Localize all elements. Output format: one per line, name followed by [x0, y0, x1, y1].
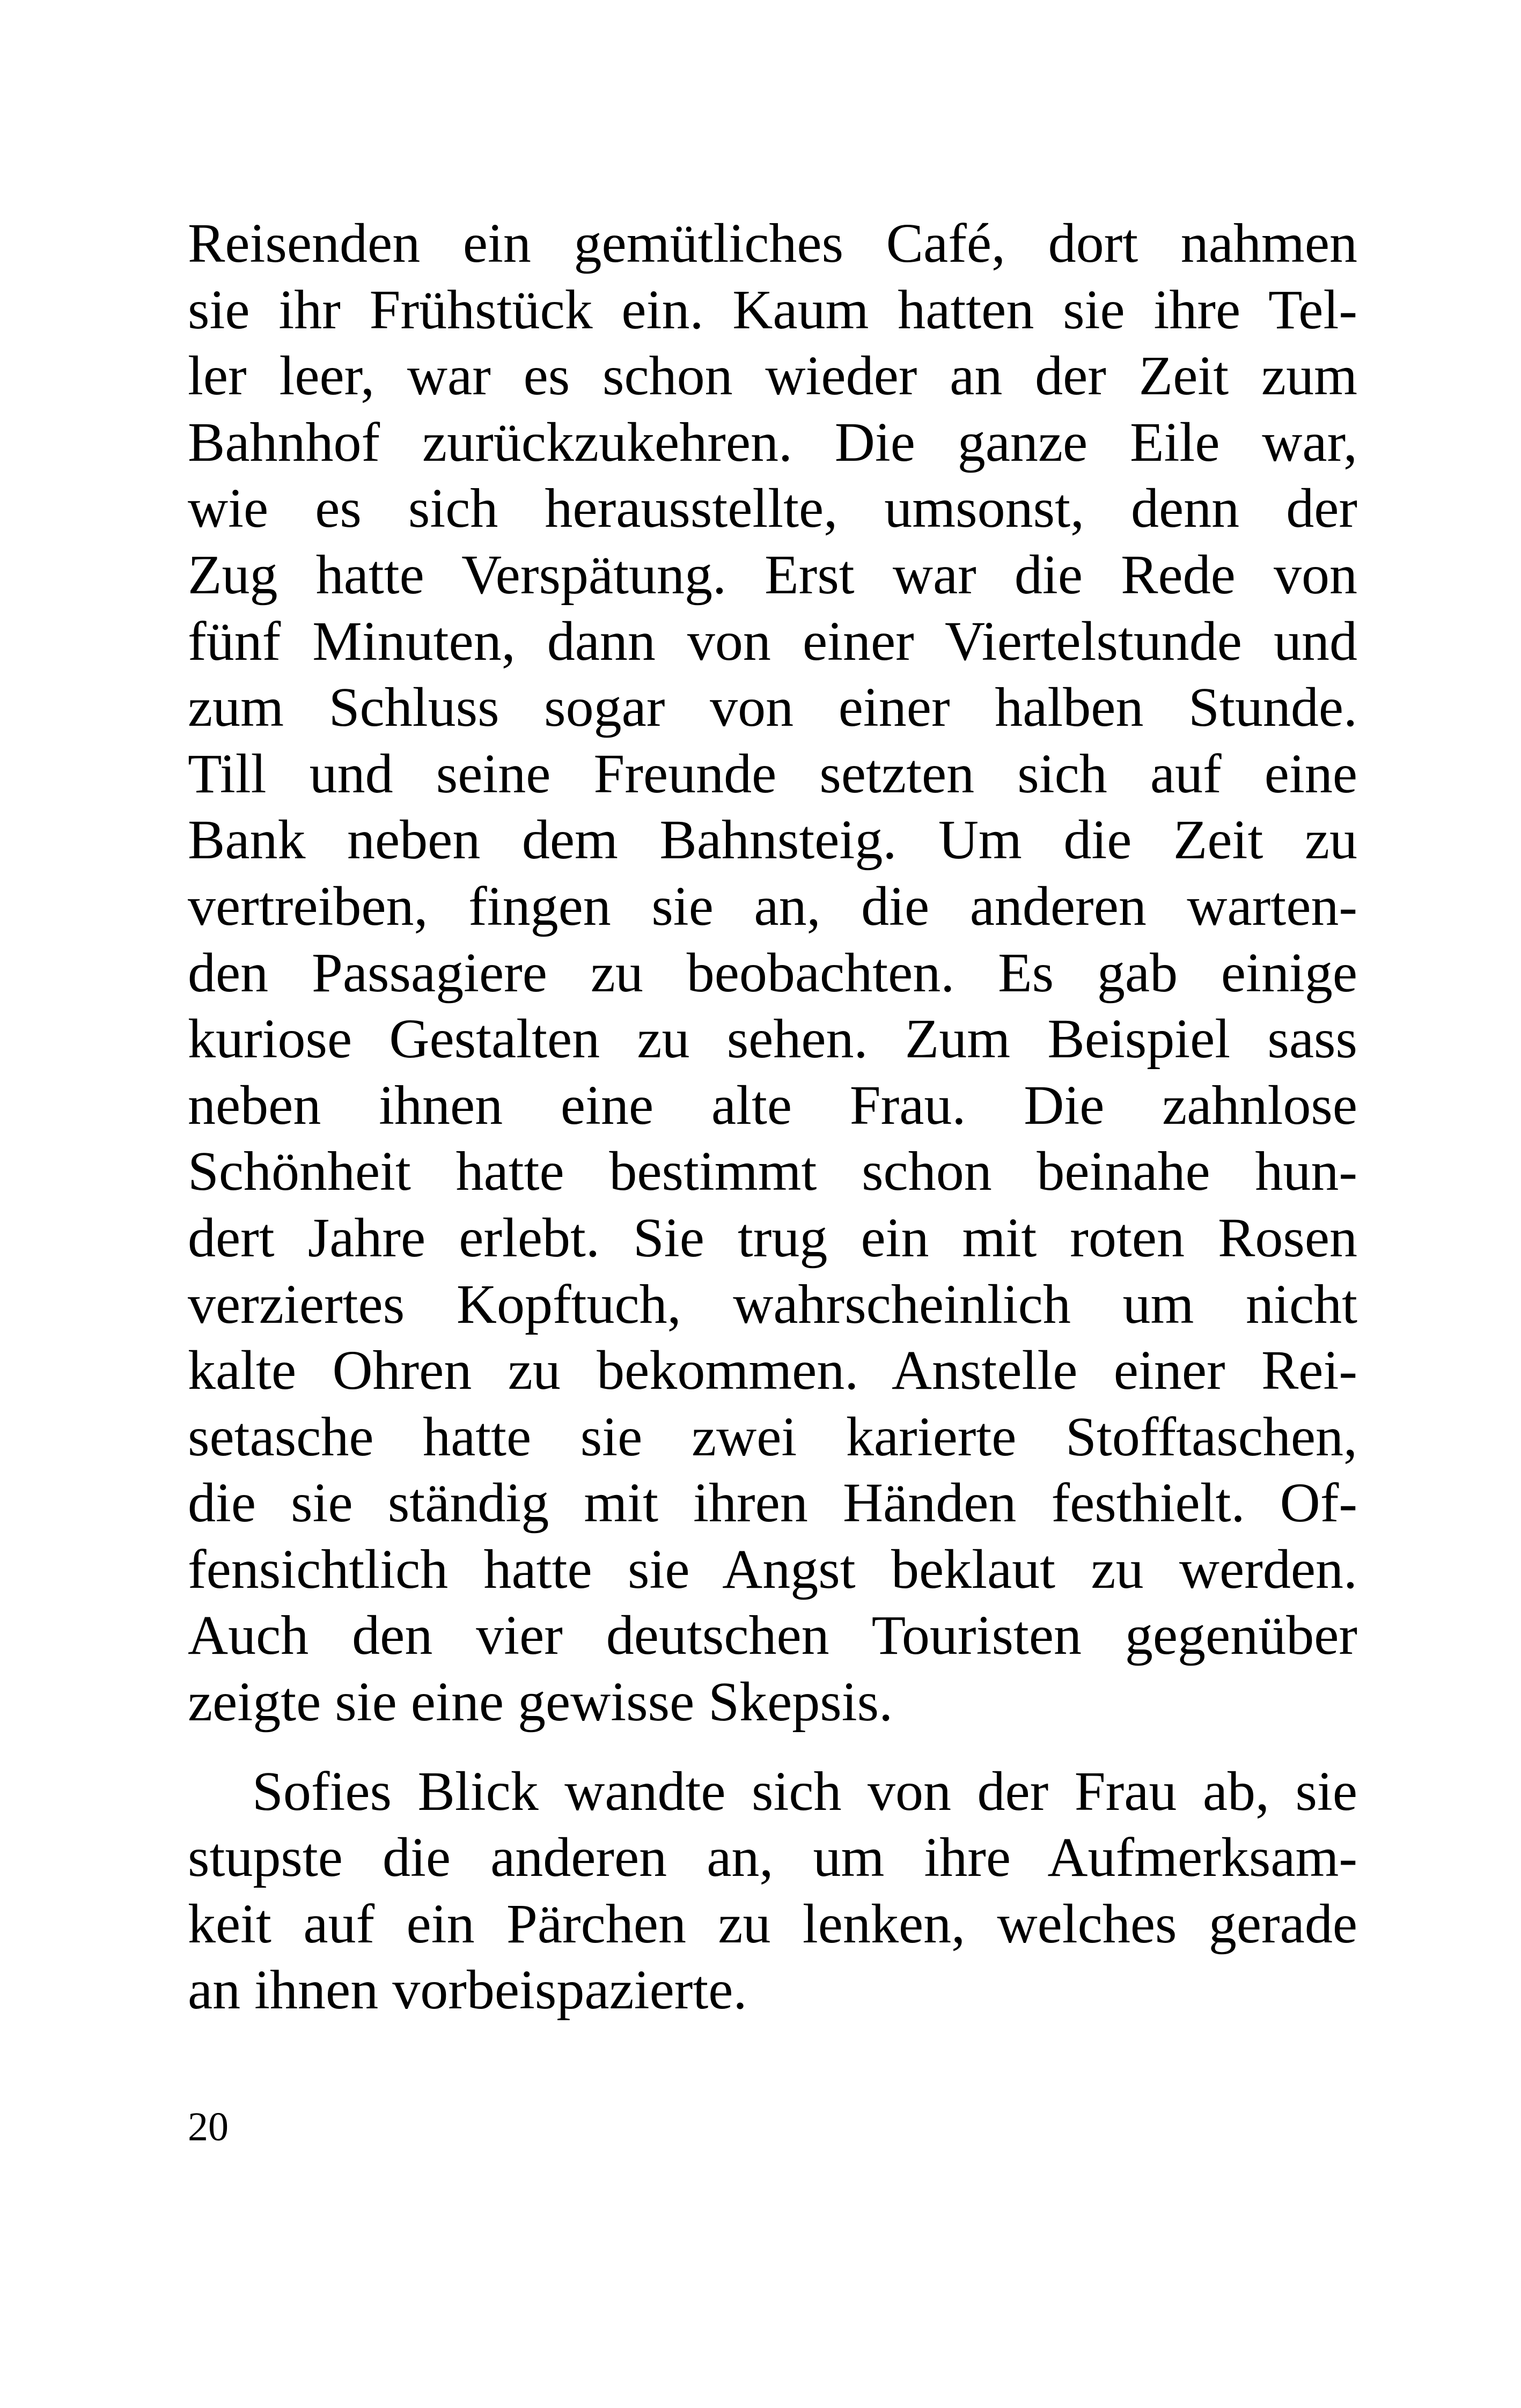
body-text — [188, 210, 1357, 2023]
text-line: kuriose Gestalten zu sehen. Zum Beispiel sass — [188, 1008, 1357, 1070]
text-line: Sofies Blick wandte sich von der Frau ab, sie — [252, 1760, 1357, 1822]
text-line: Schönheit hatte bestimmt schon beinahe hun- — [188, 1140, 1357, 1203]
text-line: vertreiben, fingen sie an, die anderen warten- — [188, 875, 1357, 937]
text-line: sie ihr Frühstück ein. Kaum hatten sie ihre Tel- — [188, 278, 1357, 341]
text-line: verziertes Kopftuch, wahrscheinlich um nicht — [188, 1273, 1357, 1335]
text-line: dert Jahre erlebt. Sie trug ein mit roten Rosen — [188, 1206, 1357, 1269]
text-line: ler leer, war es schon wieder an der Zeit zum — [188, 345, 1357, 407]
text-line: kalte Ohren zu bekommen. Anstelle einer Rei- — [188, 1339, 1357, 1402]
text-line: an ihnen vorbeispazierte. — [188, 1959, 747, 2021]
text-line: fensichtlich hatte sie Angst beklaut zu werden. — [188, 1538, 1357, 1600]
text-line: Zug hatte Verspätung. Erst war die Rede von — [188, 543, 1357, 606]
text-line: wie es sich herausstellte, umsonst, denn der — [188, 477, 1357, 540]
text-line: zum Schluss sogar von einer halben Stunde. — [188, 676, 1357, 739]
text-line: neben ihnen eine alte Frau. Die zahnlose — [188, 1074, 1357, 1136]
page-number: 20 — [188, 2104, 229, 2149]
text-line: keit auf ein Pärchen zu lenken, welches gerade — [188, 1892, 1357, 1955]
paragraph-gap — [188, 1735, 1357, 1758]
text-line: den Passagiere zu beobachten. Es gab einige — [188, 941, 1357, 1004]
text-line: Till und seine Freunde setzten sich auf eine — [188, 742, 1357, 805]
text-line: zeigte sie eine gewisse Skepsis. — [188, 1671, 893, 1733]
text-line: Bank neben dem Bahnsteig. Um die Zeit zu — [188, 809, 1357, 871]
text-line: Auch den vier deutschen Touristen gegenüber — [188, 1604, 1357, 1667]
text-line: die sie ständig mit ihren Händen festhielt. Of- — [188, 1472, 1357, 1534]
text-line: fünf Minuten, dann von einer Viertelstunde und — [188, 610, 1357, 672]
text-line: Bahnhof zurückzukehren. Die ganze Eile war, — [188, 411, 1357, 473]
text-line: Reisenden ein gemütliches Café, dort nahmen — [188, 212, 1357, 274]
text-line: stupste die anderen an, um ihre Aufmerksam- — [188, 1827, 1357, 1889]
text-line: setasche hatte sie zwei karierte Stofftaschen, — [188, 1405, 1357, 1468]
